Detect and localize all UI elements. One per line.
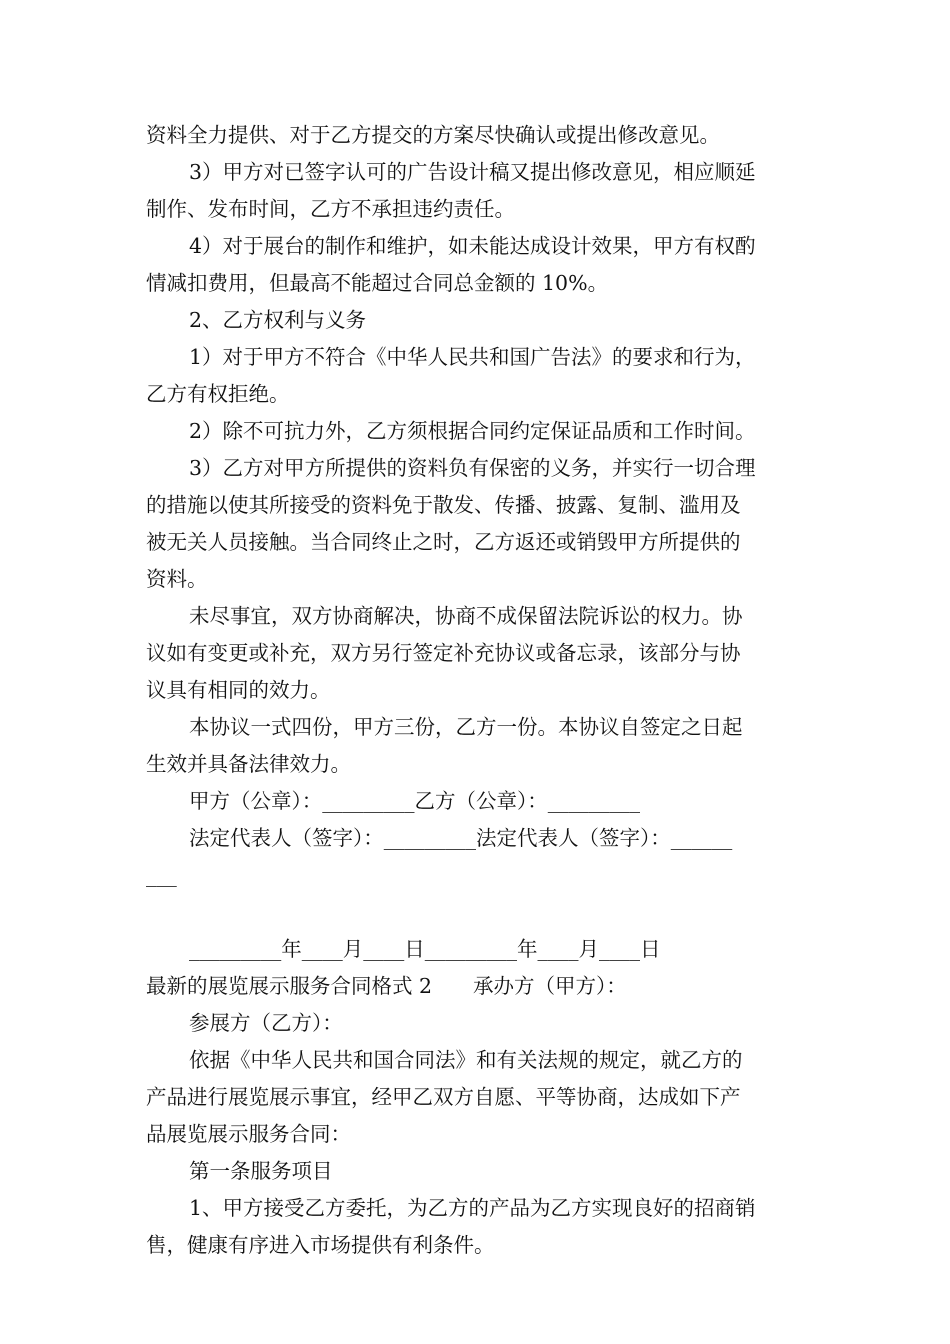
text-line: 的措施以使其所接受的资料免于散发、传播、披露、复制、滥用及: [146, 493, 741, 517]
text-line: 乙方有权拒绝。: [146, 382, 290, 406]
text-line: 3）乙方对甲方所提供的资料负有保密的义务，并实行一切合理: [189, 456, 756, 480]
text-line: 资料全力提供、对于乙方提交的方案尽快确认或提出修改意见。: [146, 123, 720, 147]
text-line: 品展览展示服务合同：: [146, 1122, 351, 1146]
text-line: 产品进行展览展示事宜，经甲乙双方自愿、平等协商，达成如下产: [146, 1085, 741, 1109]
text-line: 第一条服务项目: [189, 1159, 333, 1183]
text-line: 未尽事宜，双方协商解决，协商不成保留法院诉讼的权力。协: [189, 604, 743, 628]
text-line: 最新的展览展示服务合同格式 2 承办方（甲方）：: [146, 974, 627, 998]
text-line: 情减扣费用，但最高不能超过合同总金额的 10%。: [146, 271, 609, 295]
text-line: 参展方（乙方）：: [189, 1011, 343, 1035]
text-line: 议具有相同的效力。: [146, 678, 331, 702]
text-line: 依据《中华人民共和国合同法》和有关法规的规定，就乙方的: [189, 1048, 743, 1072]
document-page: [146, 117, 810, 1264]
text-line: 甲方（公章）：_________乙方（公章）：_________: [189, 789, 640, 813]
text-line: 3）甲方对已签字认可的广告设计稿又提出修改意见，相应顺延: [189, 160, 756, 184]
text-line: 本协议一式四份，甲方三份，乙方一份。本协议自签定之日起: [189, 715, 743, 739]
text-line: 资料。: [146, 567, 208, 591]
text-line: 2、乙方权利与义务: [189, 308, 367, 332]
text-line: 生效并具备法律效力。: [146, 752, 351, 776]
text-line: _________年____月____日_________年____月____日: [189, 937, 661, 961]
text-line: ___: [146, 863, 177, 887]
text-line: 制作、发布时间，乙方不承担违约责任。: [146, 197, 515, 221]
text-line: 法定代表人（签字）：_________法定代表人（签字）：______: [189, 826, 733, 850]
blank-line: [146, 894, 810, 931]
text-line: 1）对于甲方不符合《中华人民共和国广告法》的要求和行为，: [189, 345, 756, 369]
text-line: 2）除不可抗力外，乙方须根据合同约定保证品质和工作时间。: [189, 419, 756, 443]
text-line: 售，健康有序进入市场提供有利条件。: [146, 1233, 495, 1257]
text-line: 1、甲方接受乙方委托，为乙方的产品为乙方实现良好的招商销: [189, 1196, 756, 1220]
text-line: 4）对于展台的制作和维护，如未能达成设计效果，甲方有权酌: [189, 234, 756, 258]
text-line: 议如有变更或补充，双方另行签定补充协议或备忘录，该部分与协: [146, 641, 741, 665]
text-line: 被无关人员接触。当合同终止之时，乙方返还或销毁甲方所提供的: [146, 530, 741, 554]
